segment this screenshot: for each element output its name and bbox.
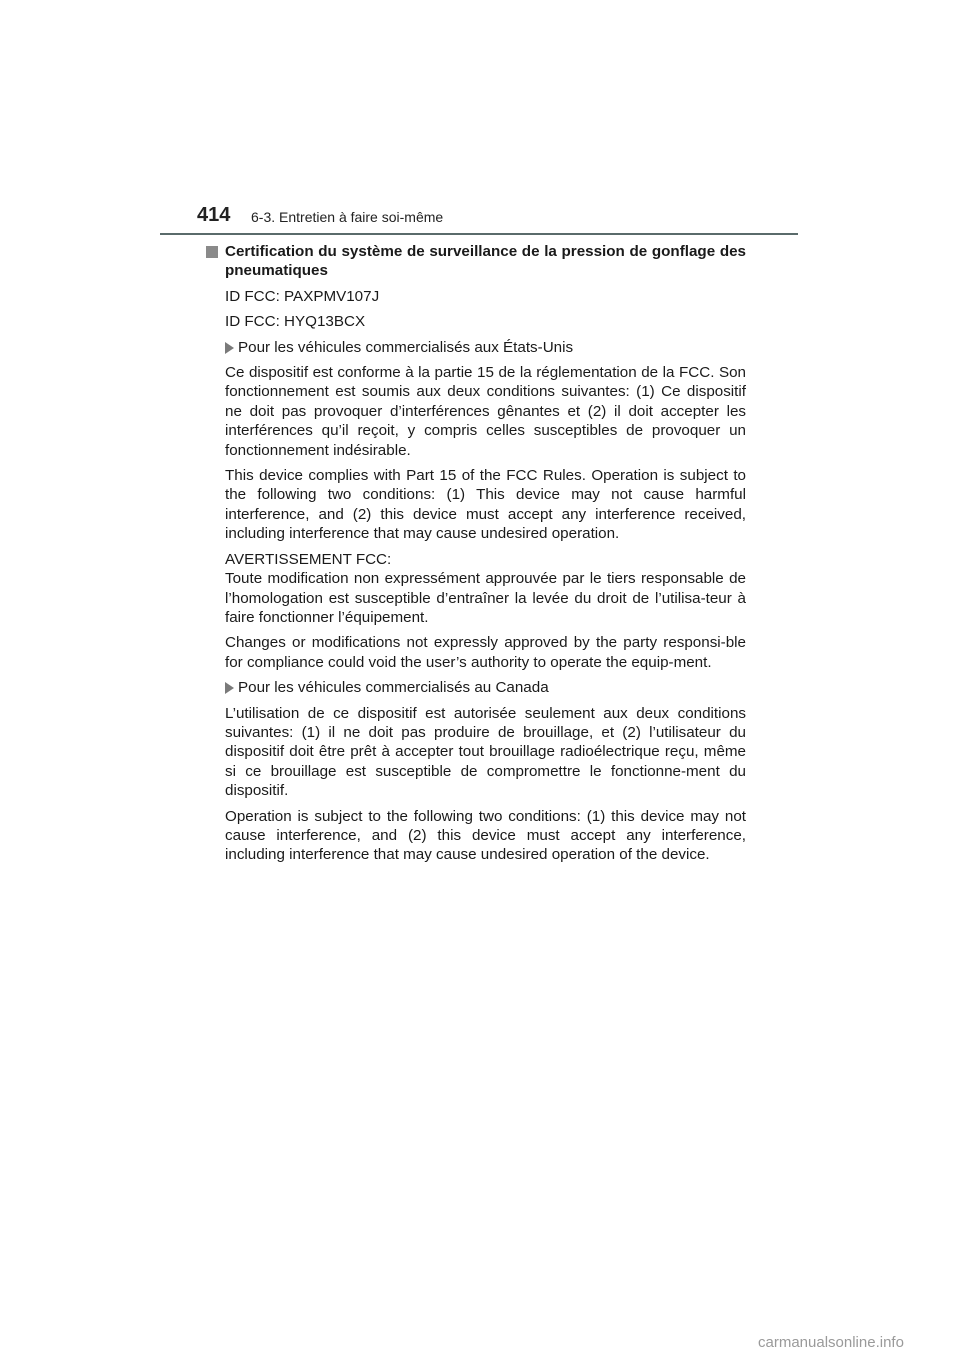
- page-content: [206, 242, 746, 871]
- fcc-warning: [225, 550, 746, 628]
- subheading-canada-text: Pour les véhicules commercialisés au Canada: [238, 679, 549, 697]
- section-title: 6-3. Entretien à faire soi-même: [251, 209, 444, 225]
- canada-paragraph-fr: L’utilisation de ce dispositif est autorisée seulement aux deux conditions suivantes: (1) il ne doit pas produire de brouillage, et (2) l’utilisateur du dispositif doit être prêt à accepter tout brouillage radioélectrique reçu, même si ce brouillage est susceptible de compromettre le fonctionne-ment du dispositif.: [225, 704, 746, 800]
- triangle-bullet-icon: [225, 682, 234, 694]
- section-heading: [206, 242, 746, 281]
- subheading-canada: [225, 678, 746, 697]
- fcc-warning-text: Toute modification non expressément approuvée par le tiers responsable de l’homologation est susceptible d’entraîner la levée du droit de l’utilisa-teur à faire fonctionner l’équipement.: [225, 570, 746, 626]
- fcc-id-1: ID FCC: PAXPMV107J: [225, 287, 380, 305]
- square-bullet-icon: [206, 246, 218, 258]
- page-number: 414: [197, 204, 231, 226]
- subheading-us: [225, 338, 746, 357]
- section-heading-text: Certification du système de surveillance de la pression de gonflage des pneumatiques: [225, 243, 746, 280]
- triangle-bullet-icon: [225, 342, 234, 354]
- canada-paragraph-en: Operation is subject to the following two conditions: (1) this device may not cause interference, and (2) this device must accept any interference, including interference that may cause undesired operation of the device.: [225, 807, 746, 864]
- watermark: carmanualsonline.info: [758, 1334, 904, 1351]
- us-paragraph-en: This device complies with Part 15 of the FCC Rules. Operation is subject to the following two conditions: (1) This device may not cause harmful interference, and (2) this device must accept any interference received, including interference that may cause undesired operation.: [225, 467, 746, 543]
- us-paragraph-fr: Ce dispositif est conforme à la partie 15 de la réglementation de la FCC. Son fonctionnement est soumis aux deux conditions suivantes: (1) Ce dispositif ne doit pas provoquer d’interférences gênantes et (2) il doit accepter les interférences qu’il reçoit, y compris celles susceptibles de provoquer un fonctionnement indésirable.: [225, 364, 746, 459]
- fcc-warning-title: AVERTISSEMENT FCC:: [225, 550, 392, 568]
- subheading-us-text: Pour les véhicules commercialisés aux États-Unis: [238, 338, 574, 356]
- fcc-warning-en: Changes or modifications not expressly approved by the party responsi-ble for compliance could void the user’s authority to operate the equip-ment.: [225, 634, 746, 671]
- header-divider: [160, 233, 798, 235]
- fcc-id-2: ID FCC: HYQ13BCX: [225, 313, 366, 331]
